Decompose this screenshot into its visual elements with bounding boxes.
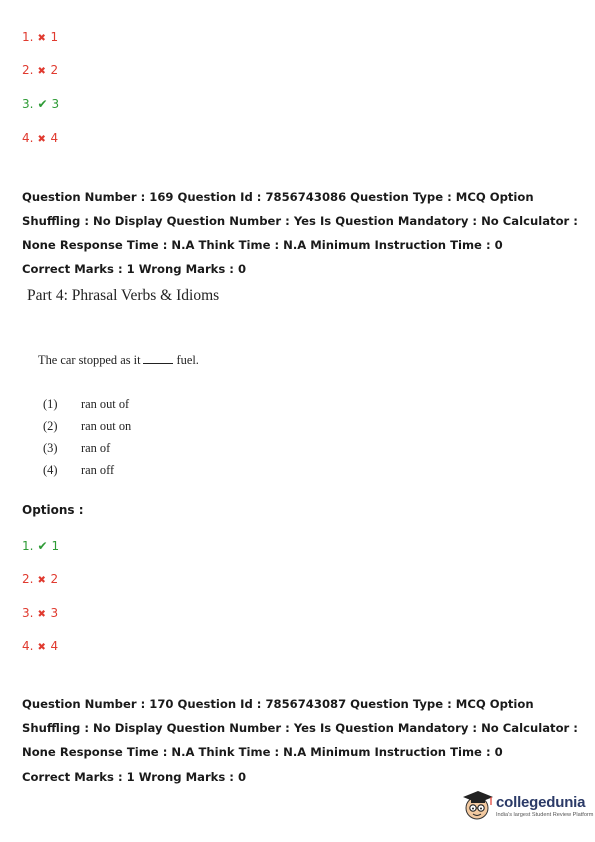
choice-number: (1) [43, 397, 58, 411]
option-value: 4 [50, 639, 59, 653]
question-text-after: fuel. [176, 353, 199, 367]
question-meta-170: Question Number : 170 Question Id : 7856743087 Question Type : MCQ Option Shuffling : No Display Question Number : Yes Is Question Mandatory : No Calculator : None Response Time : N.A Think Time : N.A Minimum Instruction Time : 0 [22, 697, 578, 759]
option-4 [22, 639, 58, 653]
option-2 [22, 572, 58, 586]
choice-2 [43, 419, 131, 434]
option-1 [22, 539, 59, 553]
cross-icon: ✖ [37, 33, 46, 44]
question-marks-169: Correct Marks : 1 Wrong Marks : 0 [22, 262, 247, 276]
choice-number: (3) [43, 441, 58, 455]
option-3 [22, 97, 59, 111]
answer-blank [143, 353, 173, 364]
question-text [38, 353, 199, 368]
choice-text: ran out on [81, 419, 132, 433]
option-1 [22, 30, 58, 44]
choice-1 [43, 397, 129, 412]
option-prefix: 4. [22, 639, 34, 653]
choice-text: ran of [81, 441, 111, 455]
cross-icon: ✖ [37, 575, 46, 586]
question-text-before: The car stopped as it [38, 353, 141, 367]
question-meta-169: Question Number : 169 Question Id : 7856743086 Question Type : MCQ Option Shuffling : No Display Question Number : Yes Is Question Mandatory : No Calculator : None Response Time : N.A Think Time : N.A Minimum Instruction Time : 0 [22, 190, 578, 252]
graduate-mascot-icon [462, 788, 494, 824]
options-label: Options : [22, 503, 84, 517]
option-4 [22, 131, 58, 145]
choice-number: (2) [43, 419, 58, 433]
option-value: 1 [51, 539, 60, 553]
part-title: Part 4: Phrasal Verbs & Idioms [27, 287, 220, 304]
option-prefix: 1. [22, 539, 34, 553]
logo-name: collegedunia [496, 794, 586, 811]
check-icon: ✔ [37, 97, 48, 111]
option-3 [22, 606, 58, 620]
cross-icon: ✖ [37, 642, 46, 653]
question-marks-170: Correct Marks : 1 Wrong Marks : 0 [22, 770, 247, 784]
choice-3 [43, 441, 110, 456]
option-prefix: 2. [22, 572, 34, 586]
option-prefix: 1. [22, 30, 34, 44]
choice-text: ran off [81, 463, 115, 477]
option-prefix: 2. [22, 63, 34, 77]
option-2 [22, 63, 58, 77]
collegedunia-logo [462, 788, 593, 824]
option-value: 2 [50, 63, 59, 77]
option-value: 4 [50, 131, 59, 145]
cross-icon: ✖ [37, 609, 46, 620]
logo-tagline: India's largest Student Review Platform [496, 812, 594, 818]
option-value: 1 [50, 30, 59, 44]
option-prefix: 4. [22, 131, 34, 145]
choice-number: (4) [43, 463, 58, 477]
check-icon: ✔ [37, 539, 48, 553]
option-prefix: 3. [22, 97, 34, 111]
cross-icon: ✖ [37, 66, 46, 77]
option-value: 3 [50, 606, 59, 620]
cross-icon: ✖ [37, 134, 46, 145]
option-value: 2 [50, 572, 59, 586]
option-prefix: 3. [22, 606, 34, 620]
option-value: 3 [51, 97, 60, 111]
choice-4 [43, 463, 114, 478]
choice-text: ran out of [81, 397, 130, 411]
